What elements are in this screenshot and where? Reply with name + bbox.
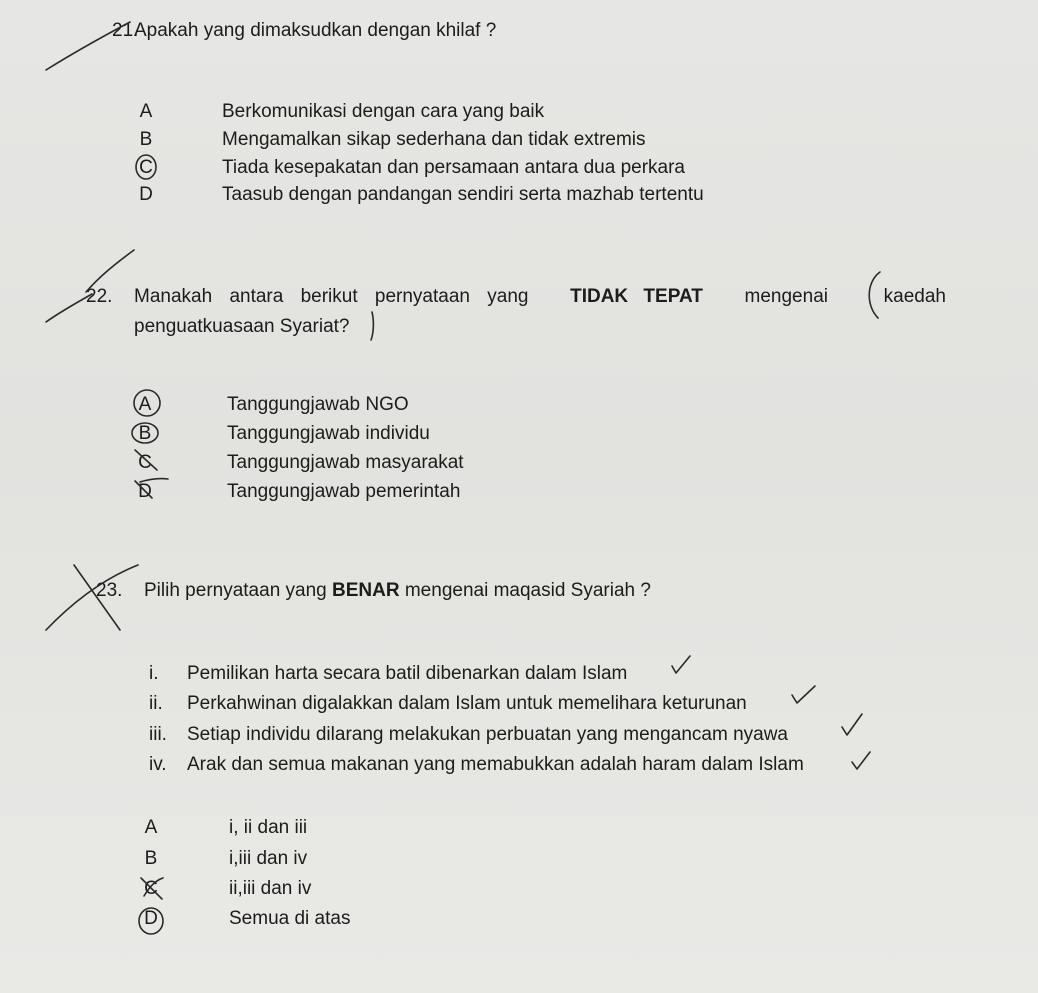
q23-option-a-text: i, ii dan iii bbox=[229, 817, 308, 838]
q22-option-c-text: Tanggungjawab masyarakat bbox=[227, 452, 464, 473]
q22-option-d-text: Tanggungjawab pemerintah bbox=[227, 481, 461, 502]
q23-number: 23. bbox=[96, 580, 123, 601]
q21-text: Apakah yang dimaksudkan dengan khilaf ? bbox=[134, 20, 497, 41]
q22-option-c-letter: C bbox=[138, 452, 152, 473]
q21-option-d-text: Taasub dengan pandangan sendiri serta mazhab tertentu bbox=[222, 184, 704, 205]
q21-option-a-letter: A bbox=[139, 101, 153, 122]
q23-text-part3: mengenai maqasid Syariah ? bbox=[399, 580, 651, 601]
q22-text-part3: mengenai bbox=[744, 286, 828, 307]
q23-statement-iv-num: iv. bbox=[149, 754, 167, 775]
q22-option-a-letter: A bbox=[138, 394, 152, 415]
q23-tick-iii bbox=[842, 714, 862, 735]
q21-option-a-text: Berkomunikasi dengan cara yang baik bbox=[222, 101, 545, 122]
q23-statement-i-num: i. bbox=[149, 663, 159, 684]
q23-statement-iii-text: Setiap individu dilarang melakukan perbuatan yang mengancam nyawa bbox=[187, 724, 788, 745]
q23-tick-iv bbox=[852, 752, 870, 769]
q23-tick-ii bbox=[792, 686, 815, 703]
q21-number: 21. bbox=[112, 20, 139, 41]
q22-text-part4: kaedah bbox=[883, 286, 946, 307]
q21-option-b-letter: B bbox=[139, 129, 153, 150]
q22-emphasis: TIDAK TEPAT bbox=[570, 286, 703, 307]
q23-statement-ii-text: Perkahwinan digalakkan dalam Islam untuk memelihara keturunan bbox=[187, 693, 747, 714]
q23-option-a-letter: A bbox=[144, 817, 158, 838]
q23-statement-ii-num: ii. bbox=[149, 693, 163, 714]
q23-tick-i bbox=[672, 656, 690, 673]
q23-option-b-text: i,iii dan iv bbox=[229, 848, 308, 869]
q22-text-line1 bbox=[134, 286, 946, 308]
q23-option-b-letter: B bbox=[144, 848, 158, 869]
q23-text bbox=[144, 580, 651, 602]
q21-option-d-letter: D bbox=[139, 184, 153, 205]
q22-option-b-letter: B bbox=[138, 423, 152, 444]
q23-statement-iii-num: iii. bbox=[149, 724, 167, 745]
q22-text-part1: Manakah antara berikut pernyataan yang bbox=[134, 286, 529, 307]
q23-option-d-text: Semua di atas bbox=[229, 908, 351, 929]
q22-option-a-text: Tanggungjawab NGO bbox=[227, 394, 409, 415]
q23-statement-i-text: Pemilikan harta secara batil dibenarkan dalam Islam bbox=[187, 663, 628, 684]
q23-statement-iv-text: Arak dan semua makanan yang memabukkan adalah haram dalam Islam bbox=[187, 754, 804, 775]
q23-text-part1: Pilih pernyataan yang bbox=[144, 580, 333, 601]
q21-option-c-text: Tiada kesepakatan dan persamaan antara dua perkara bbox=[222, 157, 685, 178]
q21-option-c-letter: C bbox=[139, 157, 153, 178]
q21-option-b-text: Mengamalkan sikap sederhana dan tidak extremis bbox=[222, 129, 646, 150]
q22-close-bracket bbox=[371, 312, 373, 340]
q23-option-d-letter: D bbox=[144, 908, 158, 929]
q22-number: 22. bbox=[86, 286, 113, 307]
q23-pen-x bbox=[46, 565, 138, 630]
q22-option-b-text: Tanggungjawab individu bbox=[227, 423, 430, 444]
q23-option-c-text: ii,iii dan iv bbox=[229, 878, 312, 899]
q23-emphasis: BENAR bbox=[332, 580, 400, 601]
q22-option-d-letter: D bbox=[138, 481, 152, 502]
q22-text-line2: penguatkuasaan Syariat? bbox=[134, 316, 350, 337]
q23-option-c-letter: C bbox=[144, 878, 158, 899]
